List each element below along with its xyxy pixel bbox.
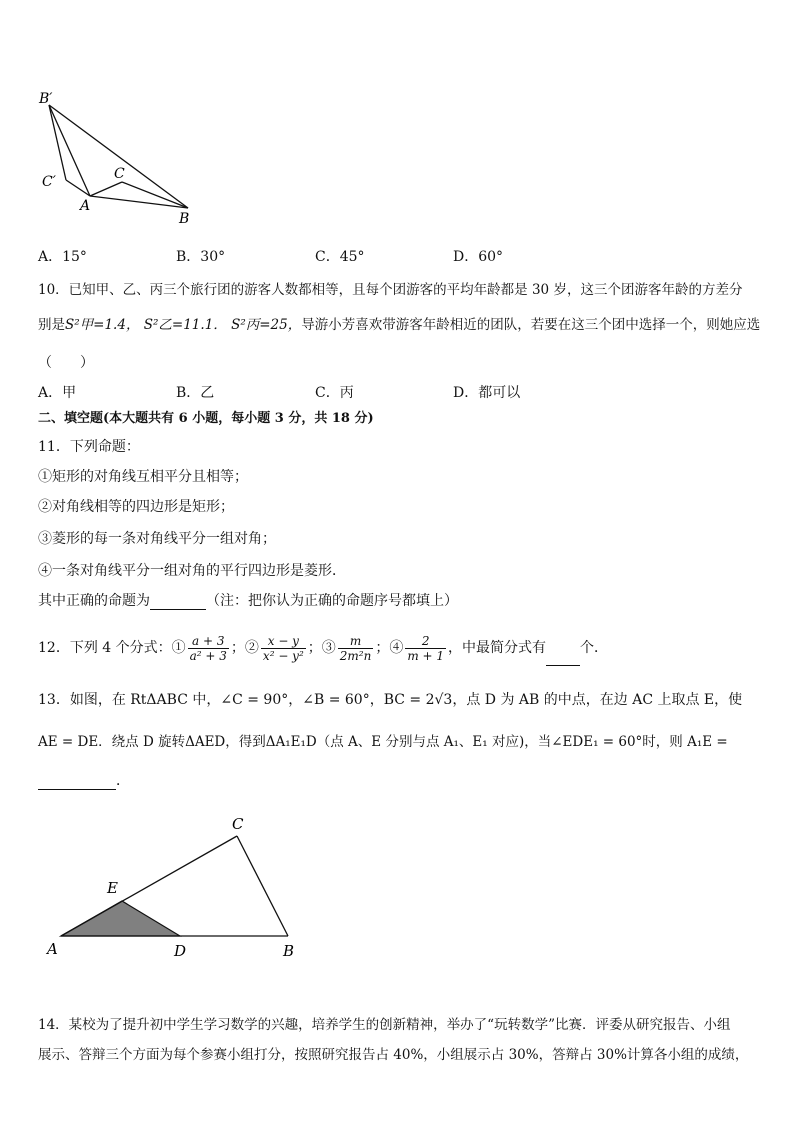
label-a: A (47, 940, 58, 958)
q10-answer-bracket: （ ） (38, 355, 94, 371)
q12-fraction-2: $\frac{x - y}{\text{x² − y²}}$ (262, 633, 304, 663)
segment-a-c (90, 182, 122, 196)
q12-prefix: 12．下列 4 个分式： (38, 640, 172, 656)
q10-stem-line2 (38, 316, 760, 334)
q9-option-c: C．45° (315, 249, 365, 265)
label-b: B (283, 942, 295, 960)
q12-sep-2: ； (307, 640, 322, 656)
q10-stem-line1: 10．已知甲、乙、丙三个旅行团的游客人数都相等，且每个团游客的平均年龄都是 30 岁，这三个团游客年龄的方差分 (38, 282, 743, 298)
q10-option-c: C．丙 (315, 385, 354, 401)
q11-ask-suffix: （注：把你认为正确的命题序号都填上） (206, 593, 458, 609)
label-b: B (179, 211, 190, 227)
q10-line2-suffix: 导游小芳喜欢带游客年龄相近的团队，若要在这三个团中选择一个，则她应选 (301, 317, 761, 333)
q10-variance-yi: S²乙=11.1． (143, 317, 227, 333)
q11-item-3: ③菱形的每一条对角线平分一组对角； (38, 531, 276, 547)
q11-ask-prefix: 其中正确的命题为 (38, 593, 150, 609)
q10-option-a: A．甲 (38, 385, 77, 401)
q13-stem-line1: 13．如图，在 RtΔABC 中，∠C = 90°，∠B = 60°，BC = 2√3，点 D 为 AB 的中点，在边 AC 上取点 E，使 (38, 692, 743, 708)
segment-bp-b (49, 105, 188, 208)
label-e: E (107, 879, 118, 897)
q9-option-b: B．30° (176, 249, 226, 265)
q11-item-1: ①矩形的对角线互相平分且相等； (38, 469, 248, 485)
q12-fraction-4: $\frac{2}{m + 1}$ (407, 633, 445, 663)
q11-answer-blank[interactable] (150, 595, 206, 610)
q12-mark-2: ② (244, 640, 259, 656)
label-d: D (174, 942, 187, 960)
q13-answer-line (38, 772, 130, 790)
q12-fraction-3: $\frac{m}{\text{2m²n}}$ (339, 633, 372, 663)
q10-variance-bing: S²丙=25， (231, 317, 302, 333)
label-a: A (80, 198, 91, 214)
q12-stem (38, 630, 608, 666)
q12-mark-1: ① (171, 640, 186, 656)
label-c: C (232, 815, 244, 833)
q12-mark-3: ③ (321, 640, 336, 656)
q11-item-4: ④一条对角线平分一组对角的平行四边形是菱形． (38, 563, 346, 579)
q12-sep-3: ； (375, 640, 390, 656)
q10-option-d: D．都可以 (453, 385, 521, 401)
q14-stem-line2: 展示、答辩三个方面为每个参赛小组打分，按照研究报告占 40%，小组展示占 30%，答辩占 30%计算各小组的成绩， (38, 1047, 749, 1063)
q12-answer-blank[interactable] (546, 651, 580, 666)
q12-suffix-a: ，中最简分式有 (448, 640, 547, 656)
q11-question (38, 592, 458, 610)
label-c-prime: C′ (42, 174, 56, 190)
q13-stem-line2: AE = DE．绕点 D 旋转ΔAED，得到ΔA₁E₁D（点 A、E 分别与点 A₁、E₁ 对应)，当∠EDE₁ = 60°时，则 A₁E = (38, 734, 728, 750)
q11-item-2: ②对角线相等的四边形是矩形； (38, 499, 234, 515)
q10-variance-jia: S²甲=1.4， (65, 317, 140, 333)
section-2-header: 二、填空题(本大题共有 6 小题，每小题 3 分，共 18 分) (38, 411, 374, 426)
q10-line2-prefix: 别是 (38, 317, 65, 333)
segment-c-b (237, 836, 288, 936)
q13-end-mark: ． (116, 773, 130, 789)
q10-option-b: B．乙 (176, 385, 215, 401)
label-c: C (114, 166, 125, 182)
q14-stem-line1: 14．某校为了提升初中学生学习数学的兴趣，培养学生的创新精神，举办了“玩转数学”比赛．评委从研究报告、小组 (38, 1017, 731, 1033)
q11-stem: 11．下列命题： (38, 439, 140, 455)
q13-triangle-figure (40, 810, 310, 965)
q9-option-d: D．60° (453, 249, 504, 265)
q13-answer-blank[interactable] (38, 775, 116, 790)
q12-suffix-b: 个． (580, 640, 609, 656)
label-b-prime: B′ (39, 91, 53, 107)
shaded-triangle-aed (61, 901, 180, 936)
q12-mark-4: ④ (389, 640, 404, 656)
q9-option-a: A．15° (38, 249, 87, 265)
q12-sep-1: ； (230, 640, 245, 656)
q9-triangle-figure (36, 86, 206, 231)
q12-fraction-1: $\frac{a + 3}{\text{a² + 3}}$ (189, 633, 227, 663)
